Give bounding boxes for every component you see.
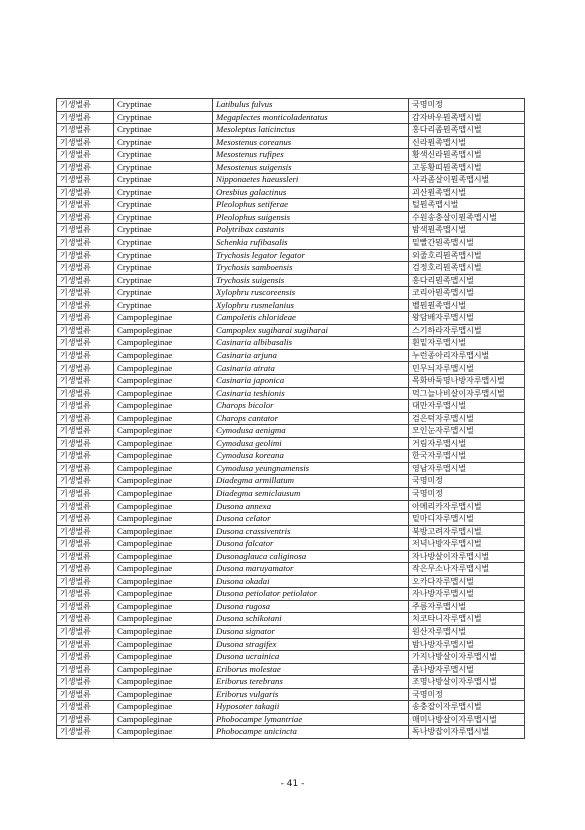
cell-group: 기생벌류 [57,136,114,149]
cell-group: 기생벌류 [57,337,114,350]
table-row [57,688,525,701]
cell-group: 기생벌류 [57,387,114,400]
table-row [57,726,525,739]
species-table-container [56,98,525,739]
cell-group: 기생벌류 [57,701,114,714]
cell-korean: 밑빨간뭔족맵시벌 [409,237,525,250]
table-row [57,462,525,475]
table-row [57,161,525,174]
cell-korean: 조명나방살이자루맵시벌 [409,676,525,689]
table-row [57,362,525,375]
cell-subfamily: Campopleginae [114,726,213,739]
table-row [57,663,525,676]
table-row [57,136,525,149]
table-row [57,186,525,199]
cell-species: Pleolophus suigensis [213,211,409,224]
cell-species: Cymodusa yeungnamensis [213,462,409,475]
cell-species: Dusona petiolator petiolator [213,588,409,601]
cell-species: Dusona celator [213,513,409,526]
table-row [57,475,525,488]
cell-species: Latibulus fulvus [213,99,409,112]
cell-subfamily: Campopleginae [114,676,213,689]
table-row [57,149,525,162]
cell-korean: 대만자루맵시벌 [409,400,525,413]
cell-group: 기생벌류 [57,638,114,651]
cell-species: Pleolophus setiferae [213,199,409,212]
cell-subfamily: Campopleginae [114,525,213,538]
cell-group: 기생벌류 [57,462,114,475]
cell-species: Mesostenus coreanus [213,136,409,149]
cell-species: Campoplex sugiharai sugiharai [213,324,409,337]
cell-species: Nipponaetes haeussleri [213,174,409,187]
cell-subfamily: Campopleginae [114,375,213,388]
table-row [57,525,525,538]
cell-species: Polytribax castanis [213,224,409,237]
table-row [57,450,525,463]
cell-korean: 오카다자루맵시벌 [409,575,525,588]
cell-subfamily: Cryptinae [114,211,213,224]
cell-korean: 목화바둑명나방자루맵시벌 [409,375,525,388]
table-row [57,199,525,212]
table-row [57,299,525,312]
table-row [57,237,525,250]
cell-group: 기생벌류 [57,287,114,300]
cell-subfamily: Cryptinae [114,99,213,112]
cell-group: 기생벌류 [57,676,114,689]
cell-korean: 털뭔족맵시벌 [409,199,525,212]
cell-species: Diadegma armillatum [213,475,409,488]
cell-korean: 밤나방자루맵시벌 [409,638,525,651]
cell-group: 기생벌류 [57,538,114,551]
cell-subfamily: Campopleginae [114,550,213,563]
cell-subfamily: Cryptinae [114,287,213,300]
table-row [57,387,525,400]
table-row [57,588,525,601]
cell-subfamily: Campopleginae [114,412,213,425]
cell-korean: 외줄호리뭔족맵시벌 [409,249,525,262]
cell-subfamily: Campopleginae [114,387,213,400]
cell-korean: 모인눈자루맵시벌 [409,425,525,438]
cell-group: 기생벌류 [57,149,114,162]
cell-species: Mesostenus suigensis [213,161,409,174]
cell-species: Phobocampe lymantriae [213,713,409,726]
cell-species: Casinaria teshionis [213,387,409,400]
cell-korean: 매미나방살이자루맵시벌 [409,713,525,726]
cell-species: Eriborus vulgaris [213,688,409,701]
cell-group: 기생벌류 [57,199,114,212]
cell-korean: 황색신라뭔족맵시벌 [409,149,525,162]
cell-species: Trychosis samboensis [213,262,409,275]
cell-subfamily: Campopleginae [114,638,213,651]
table-row [57,550,525,563]
table-row [57,713,525,726]
cell-species: Oresbius galactinus [213,186,409,199]
cell-subfamily: Cryptinae [114,161,213,174]
cell-species: Xylophru ruscoreensis [213,287,409,300]
cell-group: 기생벌류 [57,274,114,287]
cell-korean: 가지나방살이자루맵시벌 [409,651,525,664]
cell-korean: 자나방자루맵시벌 [409,588,525,601]
cell-korean: 거림자루맵시벌 [409,437,525,450]
cell-korean: 국명미정 [409,688,525,701]
cell-korean: 흰밑자루맵시벌 [409,337,525,350]
cell-subfamily: Cryptinae [114,136,213,149]
cell-korean: 검은턱자루맵시벌 [409,412,525,425]
cell-korean: 스기하라자루맵시벌 [409,324,525,337]
cell-group: 기생벌류 [57,450,114,463]
cell-subfamily: Campopleginae [114,425,213,438]
table-row [57,211,525,224]
cell-korean: 작은무소나자루맵시벌 [409,563,525,576]
cell-group: 기생벌류 [57,124,114,137]
cell-group: 기생벌류 [57,324,114,337]
table-row [57,500,525,513]
cell-species: Cymodusa aenigma [213,425,409,438]
cell-korean: 밑마디자루맵시벌 [409,513,525,526]
cell-korean: 누런종아리자루맵시벌 [409,349,525,362]
cell-group: 기생벌류 [57,588,114,601]
table-row [57,174,525,187]
cell-korean: 국명미정 [409,487,525,500]
cell-subfamily: Cryptinae [114,274,213,287]
cell-group: 기생벌류 [57,550,114,563]
cell-subfamily: Cryptinae [114,111,213,124]
cell-group: 기생벌류 [57,575,114,588]
cell-korean: 감자바우뭔족맵시벌 [409,111,525,124]
cell-subfamily: Campopleginae [114,513,213,526]
cell-group: 기생벌류 [57,688,114,701]
species-table [56,98,525,739]
cell-group: 기생벌류 [57,111,114,124]
cell-group: 기생벌류 [57,299,114,312]
cell-species: Mesostenus rufipes [213,149,409,162]
cell-species: Eriborus terebrans [213,676,409,689]
cell-korean: 홍다리좀뭔족맵시벌 [409,124,525,137]
cell-subfamily: Campopleginae [114,312,213,325]
cell-korean: 자나방살이자루맵시벌 [409,550,525,563]
cell-subfamily: Campopleginae [114,713,213,726]
cell-group: 기생벌류 [57,400,114,413]
cell-species: Schenkia rufibasalis [213,237,409,250]
cell-group: 기생벌류 [57,513,114,526]
cell-group: 기생벌류 [57,249,114,262]
table-row [57,262,525,275]
cell-subfamily: Campopleginae [114,588,213,601]
cell-species: Dusona signator [213,625,409,638]
cell-species: Dusona stragifex [213,638,409,651]
cell-group: 기생벌류 [57,625,114,638]
cell-subfamily: Campopleginae [114,475,213,488]
cell-subfamily: Cryptinae [114,186,213,199]
cell-group: 기생벌류 [57,663,114,676]
table-row [57,425,525,438]
cell-species: Charops cantator [213,412,409,425]
cell-subfamily: Campopleginae [114,575,213,588]
cell-species: Mesoleptus laticinctus [213,124,409,137]
cell-korean: 코리아뭔족맵시벌 [409,287,525,300]
cell-species: Trychosis suigensis [213,274,409,287]
table-row [57,274,525,287]
cell-species: Casinaria albibasalis [213,337,409,350]
page-number: - 41 - [280,779,305,789]
cell-species: Diadegma semiclausum [213,487,409,500]
table-row [57,111,525,124]
table-row [57,324,525,337]
table-row [57,638,525,651]
cell-subfamily: Campopleginae [114,688,213,701]
cell-group: 기생벌류 [57,563,114,576]
table-row [57,99,525,112]
cell-group: 기생벌류 [57,174,114,187]
cell-subfamily: Campopleginae [114,538,213,551]
cell-group: 기생벌류 [57,525,114,538]
cell-subfamily: Campopleginae [114,400,213,413]
table-row [57,124,525,137]
cell-korean: 민무늬자루맵시벌 [409,362,525,375]
cell-group: 기생벌류 [57,726,114,739]
table-row [57,513,525,526]
cell-korean: 송충잡이자루맵시벌 [409,701,525,714]
cell-group: 기생벌류 [57,613,114,626]
cell-korean: 사과좀살이뭔족맵시벌 [409,174,525,187]
cell-species: Casinaria arjuna [213,349,409,362]
cell-subfamily: Cryptinae [114,124,213,137]
cell-group: 기생벌류 [57,651,114,664]
table-row [57,600,525,613]
cell-group: 기생벌류 [57,437,114,450]
cell-subfamily: Campopleginae [114,337,213,350]
table-row [57,538,525,551]
cell-species: Dusonaglauca caliginosa [213,550,409,563]
cell-subfamily: Campopleginae [114,362,213,375]
table-row [57,575,525,588]
cell-species: Dusona okadai [213,575,409,588]
cell-subfamily: Campopleginae [114,487,213,500]
table-row [57,487,525,500]
table-row [57,651,525,664]
table-row [57,312,525,325]
cell-species: Hyposoter takagii [213,701,409,714]
cell-korean: 고동황띠뭔족맵시벌 [409,161,525,174]
table-row [57,412,525,425]
cell-korean: 국명미정 [409,475,525,488]
cell-korean: 괴산뭔족맵시벌 [409,186,525,199]
table-row [57,563,525,576]
cell-korean: 원산자루맵시벌 [409,625,525,638]
cell-subfamily: Campopleginae [114,625,213,638]
cell-korean: 신라뭔족맵시벌 [409,136,525,149]
table-row [57,375,525,388]
cell-subfamily: Cryptinae [114,262,213,275]
cell-korean: 치코타니자루맵시벌 [409,613,525,626]
cell-korean: 홍다리뭔족맵시벌 [409,274,525,287]
cell-species: Dusona ucrainica [213,651,409,664]
cell-subfamily: Cryptinae [114,199,213,212]
species-table-body [57,99,525,739]
cell-species: Dusona annexa [213,500,409,513]
cell-korean: 북방고려자루맵시벌 [409,525,525,538]
cell-korean: 아메리카자루맵시벌 [409,500,525,513]
table-row [57,287,525,300]
table-row [57,337,525,350]
cell-group: 기생벌류 [57,211,114,224]
cell-species: Trychosis legator legator [213,249,409,262]
cell-species: Megaplectes monticoladentatus [213,111,409,124]
cell-korean: 수원송충살이뭔족맵시벌 [409,211,525,224]
table-row [57,349,525,362]
cell-korean: 좀나방자루맵시벌 [409,663,525,676]
cell-species: Dusona crassiventris [213,525,409,538]
cell-subfamily: Campopleginae [114,349,213,362]
cell-species: Dusona schikotani [213,613,409,626]
cell-subfamily: Campopleginae [114,437,213,450]
cell-korean: 독나방잡이자루맵시벌 [409,726,525,739]
cell-species: Xylophru rusmelanius [213,299,409,312]
cell-group: 기생벌류 [57,500,114,513]
cell-group: 기생벌류 [57,186,114,199]
cell-subfamily: Campopleginae [114,563,213,576]
cell-korean: 한국자루맵시벌 [409,450,525,463]
cell-subfamily: Campopleginae [114,600,213,613]
cell-korean: 먹그늘나비살이자루맵시벌 [409,387,525,400]
cell-group: 기생벌류 [57,224,114,237]
cell-subfamily: Cryptinae [114,224,213,237]
cell-subfamily: Cryptinae [114,149,213,162]
cell-subfamily: Campopleginae [114,462,213,475]
cell-species: Charops bicolor [213,400,409,413]
cell-korean: 검정호리뭔족맵시벌 [409,262,525,275]
cell-group: 기생벌류 [57,262,114,275]
cell-korean: 밤색뭔족맵시벌 [409,224,525,237]
cell-species: Cymodusa koreana [213,450,409,463]
cell-korean: 왕담배자루맵시벌 [409,312,525,325]
cell-species: Cymodusa geolimi [213,437,409,450]
cell-group: 기생벌류 [57,375,114,388]
cell-species: Casinaria atrata [213,362,409,375]
cell-group: 기생벌류 [57,237,114,250]
cell-group: 기생벌류 [57,425,114,438]
cell-species: Casinaria japonica [213,375,409,388]
table-row [57,437,525,450]
cell-subfamily: Cryptinae [114,174,213,187]
cell-species: Dusona maruyamator [213,563,409,576]
cell-subfamily: Campopleginae [114,450,213,463]
cell-subfamily: Campopleginae [114,651,213,664]
cell-subfamily: Cryptinae [114,249,213,262]
cell-korean: 국명미정 [409,99,525,112]
cell-group: 기생벌류 [57,349,114,362]
cell-korean: 주름자루맵시벌 [409,600,525,613]
cell-species: Phobocampe unicincta [213,726,409,739]
cell-group: 기생벌류 [57,487,114,500]
table-row [57,676,525,689]
table-row [57,249,525,262]
cell-subfamily: Campopleginae [114,613,213,626]
cell-species: Eriborus molestae [213,663,409,676]
cell-korean: 저녁나방자루맵시벌 [409,538,525,551]
table-row [57,224,525,237]
cell-subfamily: Campopleginae [114,500,213,513]
cell-group: 기생벌류 [57,312,114,325]
cell-korean: 벨뭔뭔족맵시벌 [409,299,525,312]
cell-group: 기생벌류 [57,362,114,375]
cell-species: Dusona falcator [213,538,409,551]
cell-subfamily: Cryptinae [114,237,213,250]
table-row [57,701,525,714]
cell-species: Campoletis chlorideae [213,312,409,325]
cell-group: 기생벌류 [57,713,114,726]
table-row [57,625,525,638]
cell-korean: 영남자루맵시벌 [409,462,525,475]
cell-species: Dusona rugosa [213,600,409,613]
table-row [57,400,525,413]
table-row [57,613,525,626]
cell-group: 기생벌류 [57,475,114,488]
cell-subfamily: Cryptinae [114,299,213,312]
cell-subfamily: Campopleginae [114,324,213,337]
cell-subfamily: Campopleginae [114,663,213,676]
cell-group: 기생벌류 [57,600,114,613]
cell-subfamily: Campopleginae [114,701,213,714]
cell-group: 기생벌류 [57,161,114,174]
cell-group: 기생벌류 [57,99,114,112]
cell-group: 기생벌류 [57,412,114,425]
